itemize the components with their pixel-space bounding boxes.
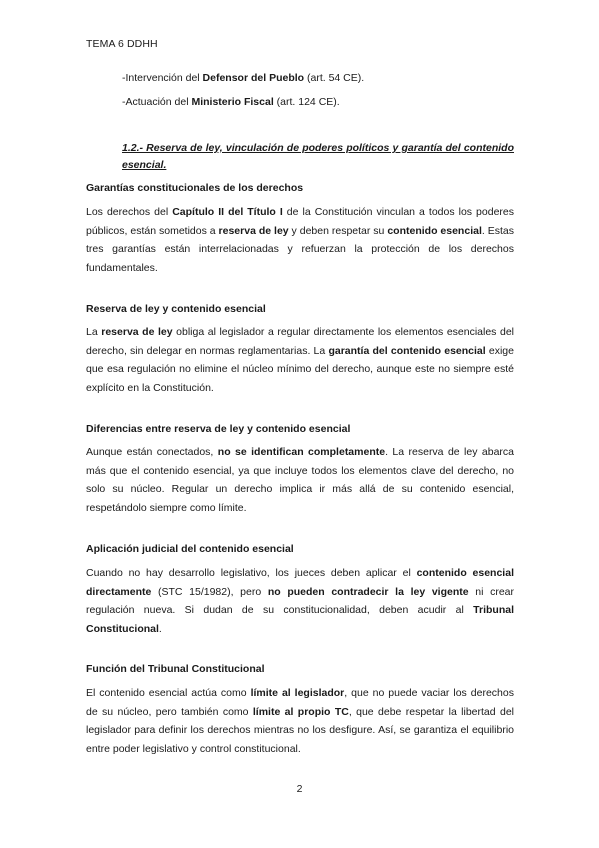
paragraph: La reserva de ley obliga al legislador a regular directamente los elementos esenciales del derecho, sin delegar en normas reglamentarias. La garantía del contenido esencial exige que esa regulación no elimine el núcleo mínimo del derecho, aunque este no siempre esté explícito en la Constitución.	[86, 326, 515, 394]
list-item: -Actuación del Ministerio Fiscal (art. 124 CE).	[122, 96, 340, 108]
section-heading: Diferencias entre reserva de ley y contenido esencial	[86, 423, 351, 435]
paragraph: Los derechos del Capítulo II del Título I de la Constitución vinculan a todos los poderes públicos, están sometidos a reserva de ley y deben respetar su contenido esencial. Estas tres garantías están interrelacionadas y refuerzan la protección de los derechos fundamentales.	[86, 206, 514, 274]
section-title: 1.2.- Reserva de ley, vinculación de poderes políticos y garantía del contenido esencial.	[122, 142, 514, 171]
page-number: 2	[296, 783, 303, 795]
section-heading: Aplicación judicial del contenido esencial	[86, 543, 294, 555]
paragraph: Aunque están conectados, no se identifican completamente. La reserva de ley abarca más que el contenido esencial, ya que incluye todos los elementos clave del derecho, no solo su núcleo. Regular un derecho implica ir más allá de su contenido esencial, respetándolo siempre como límite.	[86, 446, 514, 514]
section-heading: Función del Tribunal Constitucional	[86, 663, 265, 675]
page-header: TEMA 6 DDHH	[86, 38, 158, 50]
paragraph: El contenido esencial actúa como límite al legislador, que no puede vaciar los derechos de su núcleo, pero también como límite al propio TC, que debe respetar la libertad del legislador para definir los derechos mientras no los desfigure. Así, se garantiza el equilibrio entre poder legislativo y control constitucional.	[86, 687, 514, 755]
section-heading: Garantías constitucionales de los derechos	[86, 182, 304, 194]
paragraph: Cuando no hay desarrollo legislativo, los jueces deben aplicar el contenido esencial directamente (STC 15/1982), pero no pueden contradecir la ley vigente ni crear regulación nueva. Si dudan de su constitucionalidad, deben acudir al Tribunal Constitucional.	[86, 567, 514, 635]
section-heading: Reserva de ley y contenido esencial	[86, 303, 266, 315]
list-item: -Intervención del Defensor del Pueblo (art. 54 CE).	[122, 72, 365, 84]
